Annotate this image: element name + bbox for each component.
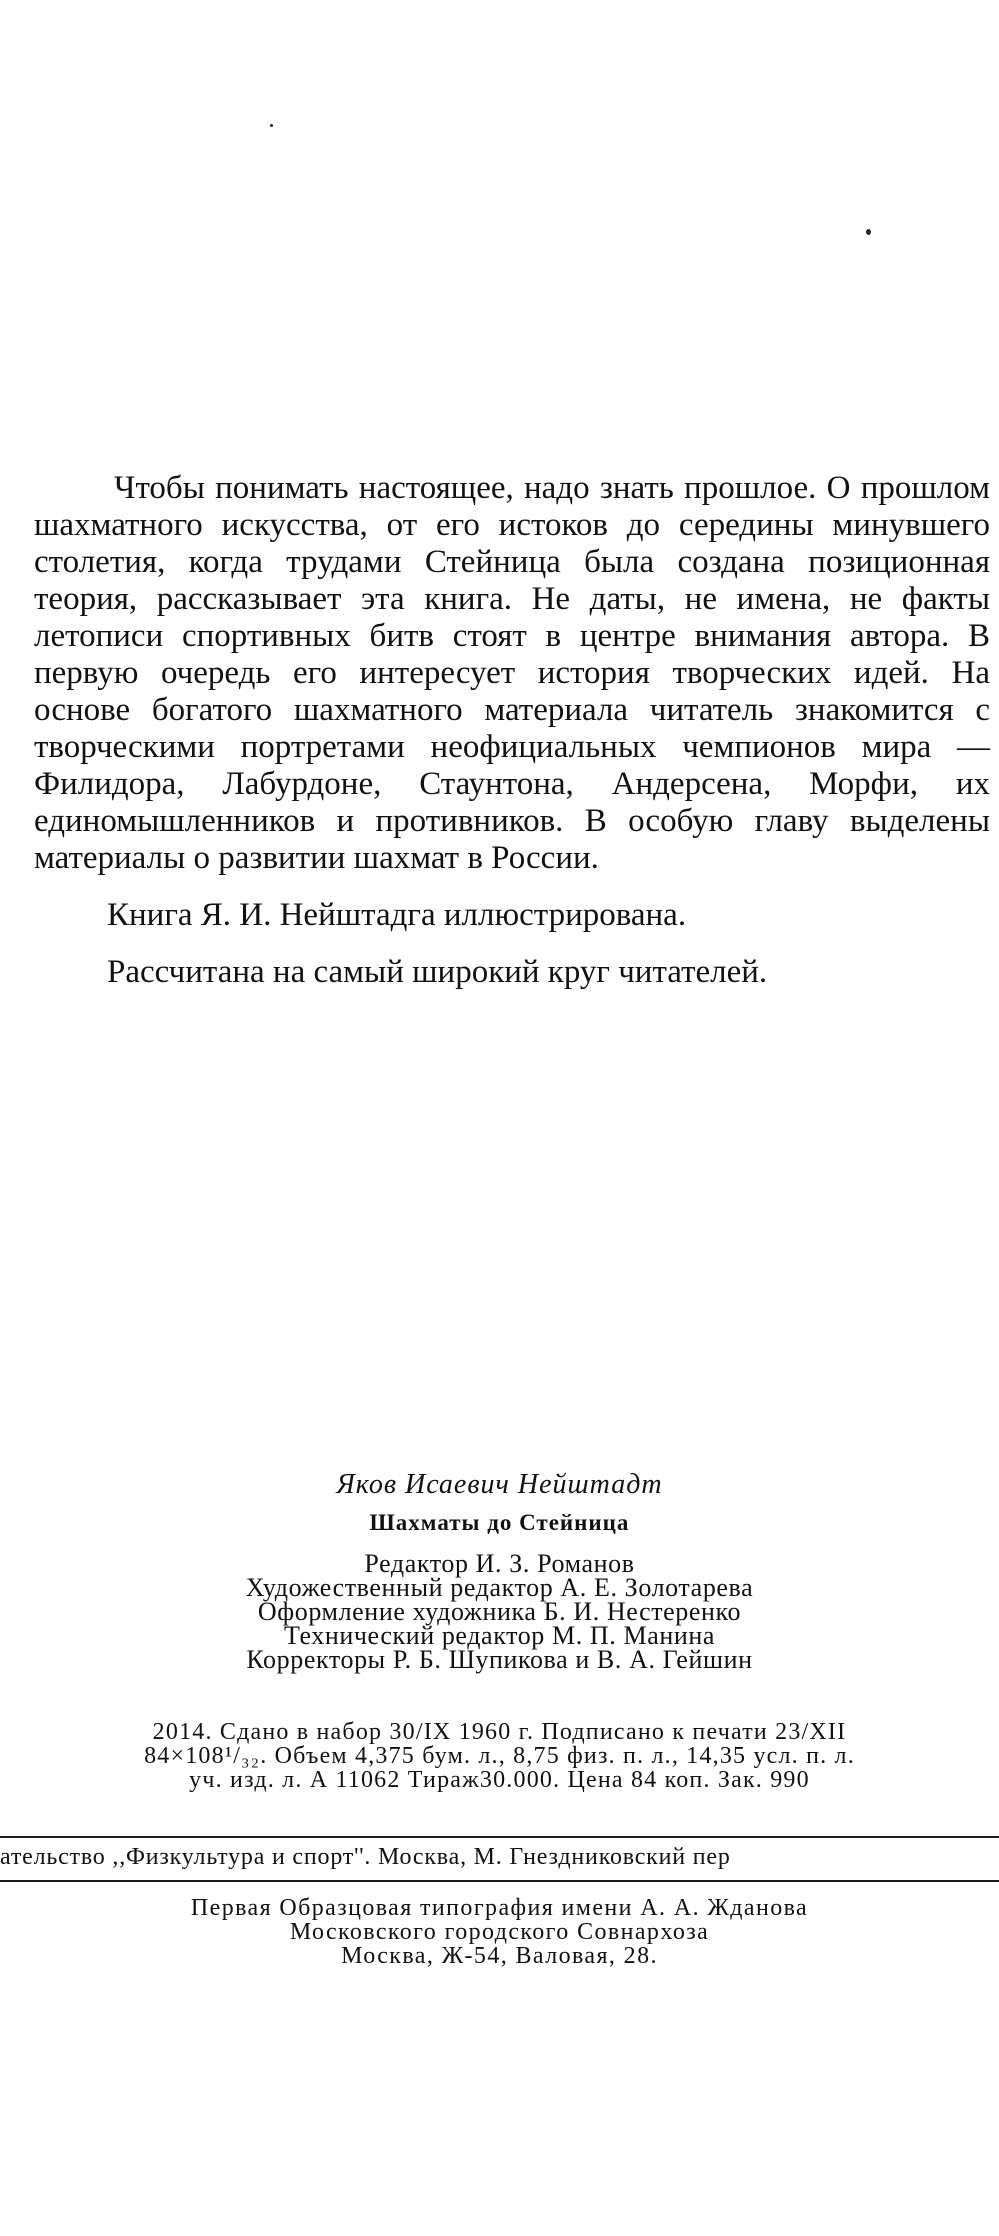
book-title: Шахматы до Стейница <box>369 1510 630 1535</box>
divider-bottom <box>0 1880 999 1882</box>
audience-note: Рассчитана на самый широкий круг читателей. <box>107 954 768 990</box>
annotation-text: Чтобы понимать настоящее, надо знать прошлое. О прошлом шахматного искусства, от его истоков до середины минувшего столетия, когда трудами Стейница была создана позиционная теория, рассказывает эта книга. Не даты, не имена, не факты летописи спортивных битв стоят в центре внимания автора. В первую очередь его интересует история творческих идей. На основе богатого шахматного материала читатель знакомится с творческими портретами неофициальных чемпионов мира — Филидора, Лабурдоне, Стаунтона, Андерсена, Морфи, их единомышленников и противников. В особую главу выделены материалы о развитии шахмат в России. <box>34 470 990 876</box>
credit-line: Оформление художника Б. И. Нестеренко <box>257 1597 742 1626</box>
illustration-note: Книга Я. И. Нейштадга иллюстрирована. <box>107 897 687 933</box>
print-details-line: уч. изд. л. А 11062 Тираж30.000. Цена 84 коп. Зак. 990 <box>189 1767 810 1793</box>
imprint-block <box>0 1470 999 1672</box>
book-annotation <box>34 470 990 991</box>
credit-line: Художественный редактор А. Е. Золотарева <box>245 1573 754 1602</box>
printer-line: Первая Образцовая типография имени А. А. Жданова <box>190 1895 809 1921</box>
print-details-line: 84×108¹/₃₂. Объем 4,375 бум. л., 8,75 физ. п. л., 14,35 усл. п. л. <box>144 1743 855 1769</box>
printer-line: Московского городского Совнархоза <box>289 1919 710 1945</box>
credit-line: Корректоры Р. Б. Шупикова и В. А. Гейшин <box>246 1645 753 1674</box>
credit-line: Редактор И. З. Романов <box>364 1549 635 1578</box>
print-speck <box>270 124 273 127</box>
print-details <box>0 1720 999 1792</box>
printing-house <box>0 1896 999 1968</box>
publisher-line: ательство ,,Физкультура и спорт''. Москва, М. Гнездниковский пер <box>0 1844 731 1870</box>
print-speck <box>866 229 871 235</box>
author-name: Яков Исаевич Нейштадт <box>336 1469 663 1500</box>
print-details-line: 2014. Сдано в набор 30/IX 1960 г. Подписано к печати 23/XII <box>152 1719 847 1745</box>
divider-top <box>0 1836 999 1838</box>
credit-line: Технический редактор М. П. Манина <box>283 1621 716 1650</box>
editorial-credits <box>0 1549 999 1674</box>
printer-line: Москва, Ж-54, Валовая, 28. <box>341 1943 658 1969</box>
